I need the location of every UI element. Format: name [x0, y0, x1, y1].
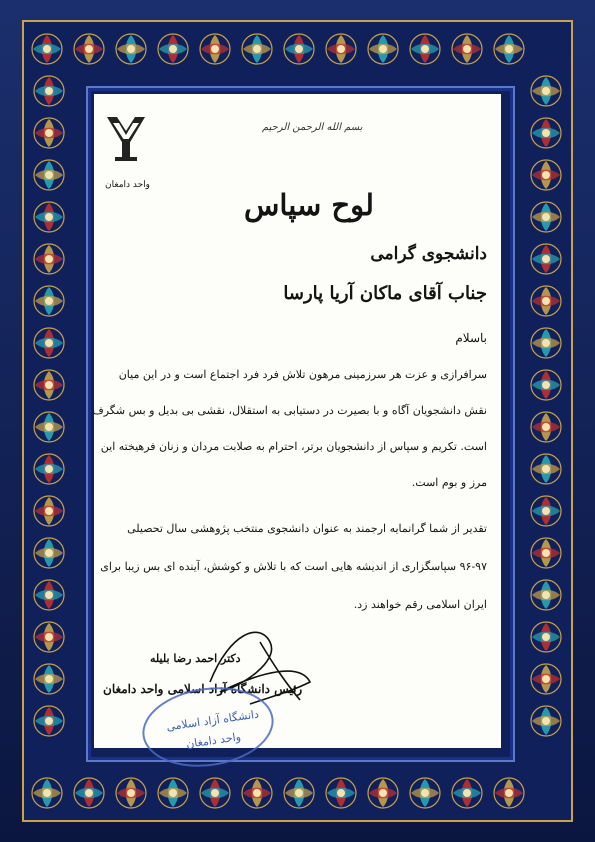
page-title: لوح سپاس: [244, 188, 374, 222]
ornament-tile: [30, 240, 68, 278]
ornament-tile: [322, 30, 360, 68]
recipient-name: جناب آقای ماکان آریا پارسا: [283, 283, 487, 304]
ornament-tile: [30, 72, 68, 110]
signatory-name: دکتر احمد رضا بلیله: [150, 652, 241, 665]
ornament-tile: [154, 30, 192, 68]
ornament-tile: [527, 156, 565, 194]
ornament-tile: [527, 240, 565, 278]
ornament-tile: [30, 408, 68, 446]
ornament-tile: [490, 30, 528, 68]
ornament-tile: [527, 114, 565, 152]
ornament-tile: [30, 660, 68, 698]
ornament-tile: [527, 702, 565, 740]
ornament-tile: [527, 576, 565, 614]
ornament-tile: [448, 30, 486, 68]
ornament-tile: [70, 774, 108, 812]
ornament-tile: [406, 774, 444, 812]
ornament-tile: [30, 702, 68, 740]
ornament-tile: [448, 774, 486, 812]
salutation-dear: دانشجوی گرامی: [370, 244, 487, 264]
ornament-tile: [30, 576, 68, 614]
ornament-tile: [112, 774, 150, 812]
ornament-tile: [527, 492, 565, 530]
ornament-tile: [238, 774, 276, 812]
body-line: مرز و بوم است.: [411, 476, 487, 489]
ornament-tile: [406, 30, 444, 68]
body-line: ایران اسلامی رقم خواهند زد.: [353, 598, 487, 611]
ornament-tile: [527, 534, 565, 572]
ornament-tile: [30, 450, 68, 488]
ornament-tile: [490, 774, 528, 812]
ornament-tile: [28, 774, 66, 812]
ornament-tile: [527, 324, 565, 362]
ornament-tile: [70, 30, 108, 68]
ornament-tile: [30, 114, 68, 152]
logo-caption: واحد دامغان: [105, 180, 151, 190]
ornament-tile: [112, 30, 150, 68]
ornament-tile: [28, 30, 66, 68]
ornament-tile: [30, 156, 68, 194]
ornament-tile: [322, 774, 360, 812]
ornament-tile: [30, 366, 68, 404]
ornament-tile: [364, 774, 402, 812]
ornament-tile: [527, 72, 565, 110]
body-line: نقش دانشجویان آگاه و با بصیرت در دستیابی به استقلال، نقشی بی بدیل و بس شگرف: [92, 404, 487, 417]
body-line: تقدیر از شما گرانمایه ارجمند به عنوان دانشجوی منتخب پژوهشی سال تحصیلی: [127, 522, 487, 535]
greeting: باسلام: [455, 331, 487, 345]
ornament-tile: [30, 618, 68, 656]
stamp-line: دانشگاه آزاد اسلامی: [165, 707, 260, 734]
ornament-tile: [30, 492, 68, 530]
ornament-tile: [196, 30, 234, 68]
signatory-role: رئیس دانشگاه آزاد اسلامی واحد دامغان: [103, 682, 303, 696]
ornament-tile: [280, 774, 318, 812]
body-line: است. تکریم و سپاس از دانشجویان برتر، احترام به صلابت مردان و زنان فرهیخته این: [100, 440, 487, 453]
ornament-tile: [527, 408, 565, 446]
body-line: ۹۶-۹۷ سپاسگزاری از اندیشه هایی است که با تلاش و کوشش، آینده ای بس زیبا برای: [100, 560, 487, 573]
ornament-tile: [527, 450, 565, 488]
stamp-line: واحد دامغان: [185, 730, 242, 751]
ornament-tile: [280, 30, 318, 68]
ornament-tile: [527, 618, 565, 656]
ornament-tile: [238, 30, 276, 68]
ornament-tile: [527, 282, 565, 320]
ornament-tile: [196, 774, 234, 812]
ornament-tile: [30, 282, 68, 320]
ornament-tile: [527, 366, 565, 404]
ornament-tile: [527, 660, 565, 698]
ornament-tile: [154, 774, 192, 812]
ornament-tile: [30, 324, 68, 362]
basmala: بسم الله الرحمن الرحیم: [262, 122, 363, 133]
university-emblem-icon: [103, 113, 149, 171]
ornament-tile: [527, 198, 565, 236]
ornament-tile: [30, 534, 68, 572]
ornament-tile: [364, 30, 402, 68]
body-line: سرافرازی و عزت هر سرزمینی مرهون تلاش فرد فرد اجتماع است و در این میان: [118, 368, 487, 381]
ornament-tile: [30, 198, 68, 236]
